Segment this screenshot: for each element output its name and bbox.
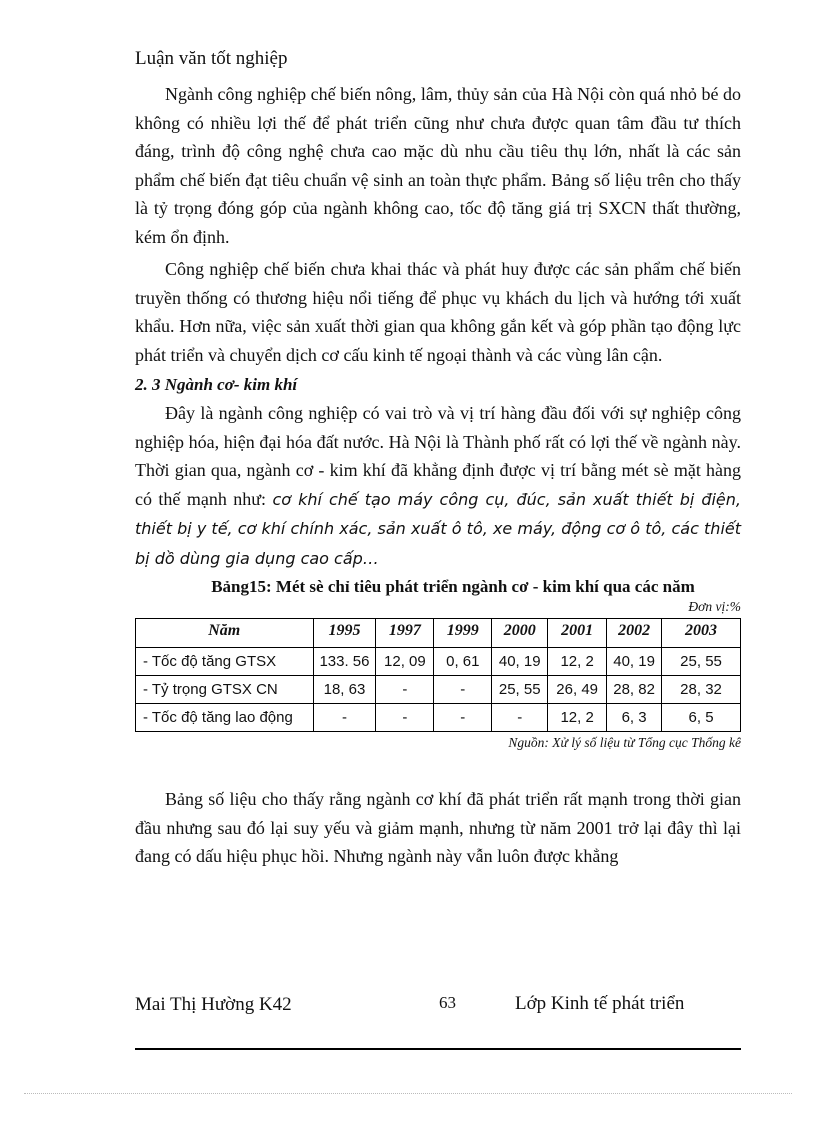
table-cell: 12, 2 <box>548 704 607 732</box>
page-header: Luận văn tốt nghiệp <box>135 48 288 69</box>
table-source: Nguồn: Xử lý số liệu từ Tổng cục Thống kê <box>508 735 741 750</box>
table-row <box>136 704 741 732</box>
table-cell: - <box>313 704 376 732</box>
table-cell: 40, 19 <box>492 648 548 676</box>
page-bottom-divider <box>24 1093 792 1094</box>
paragraph-mechanical-industry <box>135 399 741 573</box>
table-cell: 133. 56 <box>313 648 376 676</box>
paragraph-plain-text: Đây là ngành công nghiệp có vai trò và vị trí hàng đầu đối với sự nghiệp công nghiệp hóa, hiện đại hóa đất nước. Hà Nội là Thành phố rất có lợi thế về ngành này. Thời gian qua, ngành cơ - kim khí đã khẳng định được vị trí bằng mét sè mặt hàng có thế mạnh như: <box>135 403 741 509</box>
table-cell: 28, 32 <box>662 676 741 704</box>
section-heading: 2. 3 Ngành cơ- kim khí <box>135 375 298 394</box>
table-unit: Đơn vị:% <box>688 599 741 614</box>
table-cell: 28, 82 <box>607 676 662 704</box>
paragraph-conclusion: Bảng số liệu cho thấy rằng ngành cơ khí đã phát triển rất mạnh trong thời gian đầu nhưng sau đó lại suy yếu và giảm mạnh, nhưng từ năm 2001 trở lại đây thì lại đang có dấu hiệu phục hồi. Nhưng ngành này vẫn luôn được khẳng <box>135 789 741 866</box>
table-cell: 6, 3 <box>607 704 662 732</box>
table-row <box>136 676 741 704</box>
table-header-row <box>136 619 741 648</box>
table-caption: Bảng15: Mét sè chỉ tiêu phát triển ngành cơ - kim khí qua các năm <box>211 577 695 596</box>
header-cell: 1995 <box>313 619 376 648</box>
row-label: - Tốc độ tăng lao động <box>136 704 314 732</box>
table-cell: 6, 5 <box>662 704 741 732</box>
table-row <box>136 648 741 676</box>
table-cell: 18, 63 <box>313 676 376 704</box>
header-cell-year: Năm <box>136 619 314 648</box>
table-cell: - <box>434 704 492 732</box>
page-footer <box>135 993 741 1050</box>
table-cell: 0, 61 <box>434 648 492 676</box>
table-cell: 25, 55 <box>662 648 741 676</box>
row-label: - Tốc độ tăng GTSX <box>136 648 314 676</box>
header-cell: 2003 <box>662 619 741 648</box>
header-cell: 1999 <box>434 619 492 648</box>
table-cell: 12, 09 <box>376 648 434 676</box>
table-cell: 40, 19 <box>607 648 662 676</box>
table-cell: - <box>492 704 548 732</box>
header-cell: 2002 <box>607 619 662 648</box>
table-cell: - <box>376 676 434 704</box>
footer-class-name: Lớp Kinh tế phát triển <box>515 993 685 1014</box>
table-cell: - <box>376 704 434 732</box>
header-cell: 2001 <box>548 619 607 648</box>
table-cell: 25, 55 <box>492 676 548 704</box>
indicator-table <box>135 618 741 732</box>
footer-page-number: 63 <box>439 993 456 1012</box>
header-cell: 2000 <box>492 619 548 648</box>
row-label: - Tỷ trọng GTSX CN <box>136 676 314 704</box>
document-page <box>135 48 741 871</box>
header-cell: 1997 <box>376 619 434 648</box>
paragraph-traditional-products: Công nghiệp chế biến chưa khai thác và phát huy được các sản phẩm chế biến truyền thống có thương hiệu nổi tiếng để phục vụ khách du lịch và hướng tới xuất khẩu. Hơn nữa, việc sản xuất thời gian qua không gắn kết và góp phần tạo động lực phát triển và chuyển dịch cơ cấu kinh tế ngoại thành và các vùng lân cận. <box>135 259 741 365</box>
paragraph-italic-text: cơ khí chế tạo máy công cụ, đúc, sản xuất thiết bị điện, thiết bị y tế, cơ khí chính xác, sản xuất ô tô, xe máy, động cơ ô tô, các thiết bị dồ dùng gia dụng cao cấp… <box>135 489 742 568</box>
table-cell: 26, 49 <box>548 676 607 704</box>
table-cell: 12, 2 <box>548 648 607 676</box>
paragraph-processing-industry: Ngành công nghiệp chế biến nông, lâm, thủy sản của Hà Nội còn quá nhỏ bé do không có nhiều lợi thế để phát triển cũng như chưa được quan tâm đầu tư thích đáng, trình độ công nghệ chưa cao mặc dù nhu cầu tiêu thụ lớn, nhất là các sản phẩm chế biến đạt tiêu chuẩn vệ sinh an toàn thực phẩm. Bảng số liệu trên cho thấy là tỷ trọng đóng góp của ngành không cao, tốc độ tăng giá trị SXCN thất thường, kém ổn định. <box>135 84 741 247</box>
footer-author: Mai Thị Hường K42 <box>135 994 292 1015</box>
table-cell: - <box>434 676 492 704</box>
